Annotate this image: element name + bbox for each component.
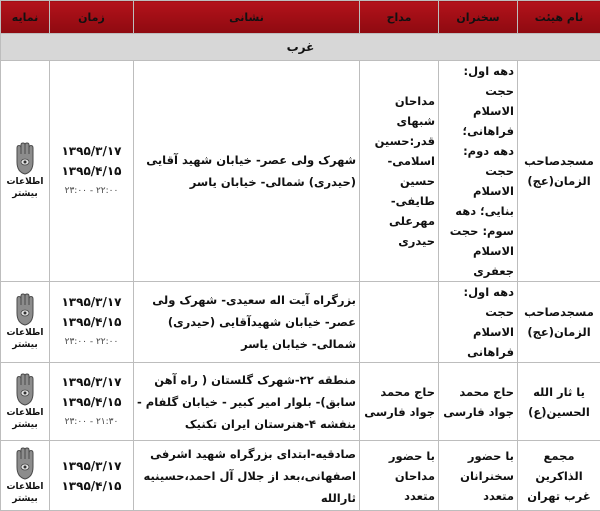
hayat-name: مسجدصاحب الزمان(عج) [518, 282, 600, 363]
address-cell: بزرگراه آیت اله سعیدی- شهرک ولی عصر- خیابان شهیدآقایی (حیدری) شمالی- خیابان یاسر [134, 282, 360, 363]
time-cell [50, 363, 134, 441]
hours: ۲۳:۰۰ - ۲۱:۳۰ [53, 412, 130, 432]
group-row [1, 34, 600, 61]
maddah-cell [360, 282, 439, 363]
more-info-cell[interactable] [1, 61, 50, 282]
more-info-link[interactable]: اطلاعات بیشتر [4, 481, 46, 505]
address-cell: شهرک ولی عصر- خیابان شهید آقایی (حیدری) شمالی- خیابان یاسر [134, 61, 360, 282]
address-cell: منطقه ۲۲-شهرک گلستان ( راه آهن سابق)- بلوار امیر کبیر - خیابان گلفام - بنفشه ۴-هنرستان ایران تکنیک [134, 363, 360, 441]
end-date: ۱۳۹۵/۴/۱۵ [53, 161, 130, 181]
more-info-cell[interactable] [1, 441, 50, 511]
hours: ۲۳:۰۰ - ۲۲:۰۰ [53, 181, 130, 201]
more-info-link[interactable]: اطلاعات بیشتر [4, 407, 46, 431]
speakers-cell: دهه اول: حجت الاسلام فراهانی [439, 282, 518, 363]
table-row [1, 282, 600, 363]
speakers-cell: حاج محمد جواد فارسی [439, 363, 518, 441]
maddah-cell: با حضور مداحان متعدد [360, 441, 439, 511]
more-info-cell[interactable] [1, 282, 50, 363]
speakers-cell: با حضور سخنرانان متعدد [439, 441, 518, 511]
end-date: ۱۳۹۵/۴/۱۵ [53, 312, 130, 332]
maddah-cell: مداحان شبهای قدر:حسین اسلامی- حسین طایفی- مهرعلی حیدری [360, 61, 439, 282]
col-header-address[interactable]: نشانی [134, 1, 360, 34]
maddah-cell: حاج محمد جواد فارسی [360, 363, 439, 441]
address-cell: صادقیه-ابتدای بزرگراه شهید اشرفی اصفهانی،بعد از جلال آل احمد،حسینیه ثارالله [134, 441, 360, 511]
end-date: ۱۳۹۵/۴/۱۵ [53, 476, 130, 496]
more-info-link[interactable]: اطلاعات بیشتر [4, 176, 46, 200]
speakers-cell: دهه اول: حجت الاسلام فراهانی؛ دهه دوم: حجت الاسلام بنایی؛ دهه سوم: حجت الاسلام جعفری [439, 61, 518, 282]
table-row [1, 363, 600, 441]
end-date: ۱۳۹۵/۴/۱۵ [53, 392, 130, 412]
hayat-name: مجمع الذاکرین غرب تهران [518, 441, 600, 511]
start-date: ۱۳۹۵/۳/۱۷ [53, 292, 130, 312]
more-info-link[interactable]: اطلاعات بیشتر [4, 327, 46, 351]
table-row [1, 61, 600, 282]
hamsa-hand-icon[interactable] [12, 447, 38, 481]
time-cell [50, 441, 134, 511]
col-header-more[interactable]: نمایه [1, 1, 50, 34]
start-date: ۱۳۹۵/۳/۱۷ [53, 456, 130, 476]
hayat-name: مسجدصاحب الزمان(عج) [518, 61, 600, 282]
start-date: ۱۳۹۵/۳/۱۷ [53, 372, 130, 392]
hamsa-hand-icon[interactable] [12, 142, 38, 176]
start-date: ۱۳۹۵/۳/۱۷ [53, 141, 130, 161]
hamsa-hand-icon[interactable] [12, 373, 38, 407]
col-header-maddah[interactable]: مداح [360, 1, 439, 34]
group-label: غرب [1, 34, 600, 61]
col-header-name[interactable]: نام هیئت [518, 1, 600, 34]
col-header-time[interactable]: زمان [50, 1, 134, 34]
table-row [1, 441, 600, 511]
col-header-speakers[interactable]: سخنران [439, 1, 518, 34]
hours: ۲۳:۰۰ - ۲۲:۰۰ [53, 332, 130, 352]
time-cell [50, 282, 134, 363]
hayat-name: یا ثار الله الحسین(ع) [518, 363, 600, 441]
hamsa-hand-icon[interactable] [12, 293, 38, 327]
header-row [1, 1, 600, 34]
more-info-cell[interactable] [1, 363, 50, 441]
time-cell [50, 61, 134, 282]
